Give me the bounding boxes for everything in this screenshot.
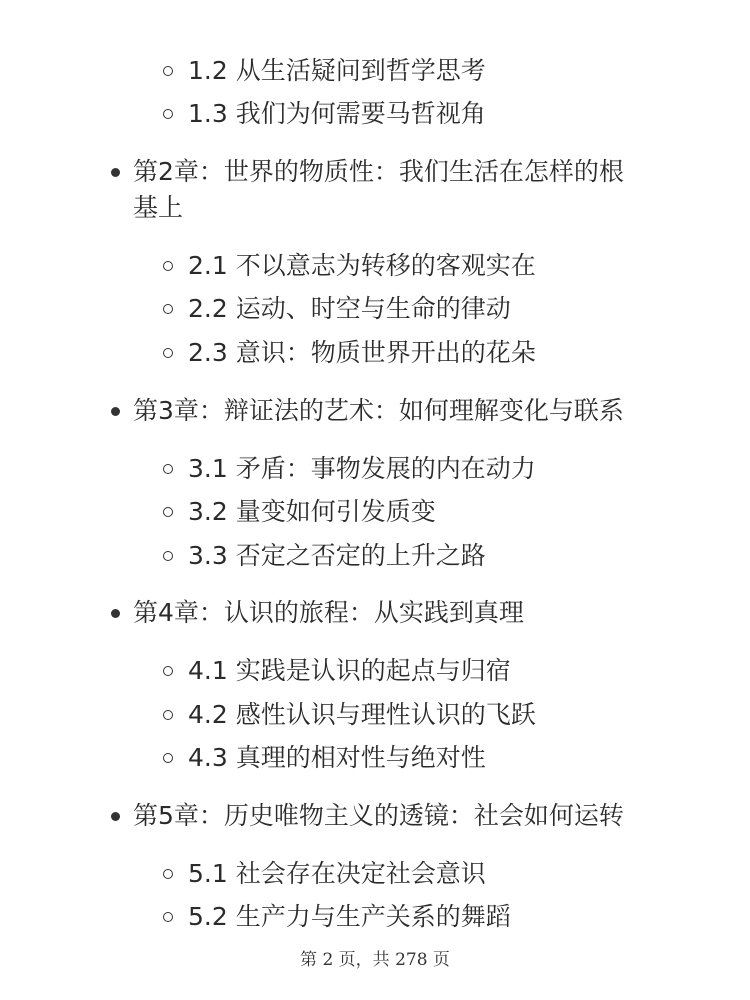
toc-item-2-3[interactable]: 2.3 意识：物质世界开出的花朵 [188, 335, 536, 371]
toc-item-1-3[interactable]: 1.3 我们为何需要马哲视角 [188, 96, 486, 132]
toc-item-5-1[interactable]: 5.1 社会存在决定社会意识 [188, 856, 486, 892]
toc-item-3-1[interactable]: 3.1 矛盾：事物发展的内在动力 [188, 451, 536, 487]
toc-item-3-2[interactable]: 3.2 量变如何引发质变 [188, 494, 436, 530]
toc-item-4-1[interactable]: 4.1 实践是认识的起点与归宿 [188, 653, 511, 689]
toc-item-2-1[interactable]: 2.1 不以意志为转移的客观实在 [188, 248, 536, 284]
toc-chapter-3[interactable]: 第3章：辩证法的艺术：如何理解变化与联系 [133, 393, 624, 429]
toc-chapter-2[interactable]: 第2章：世界的物质性：我们生活在怎样的根 [133, 154, 624, 190]
toc-item-4-3[interactable]: 4.3 真理的相对性与绝对性 [188, 740, 486, 776]
page-number-footer: 第 2 页，共 278 页 [300, 950, 450, 970]
toc-item-1-2[interactable]: 1.2 从生活疑问到哲学思考 [188, 53, 486, 89]
toc-item-3-3[interactable]: 3.3 否定之否定的上升之路 [188, 538, 486, 574]
toc-item-2-2[interactable]: 2.2 运动、时空与生命的律动 [188, 291, 511, 327]
toc-item-4-2[interactable]: 4.2 感性认识与理性认识的飞跃 [188, 697, 536, 733]
toc-chapter-4[interactable]: 第4章：认识的旅程：从实践到真理 [133, 595, 524, 631]
toc-item-5-2[interactable]: 5.2 生产力与生产关系的舞蹈 [188, 899, 511, 935]
toc-chapter-5[interactable]: 第5章：历史唯物主义的透镜：社会如何运转 [133, 798, 624, 834]
toc-chapter-2-continued[interactable]: 基上 [133, 193, 184, 222]
